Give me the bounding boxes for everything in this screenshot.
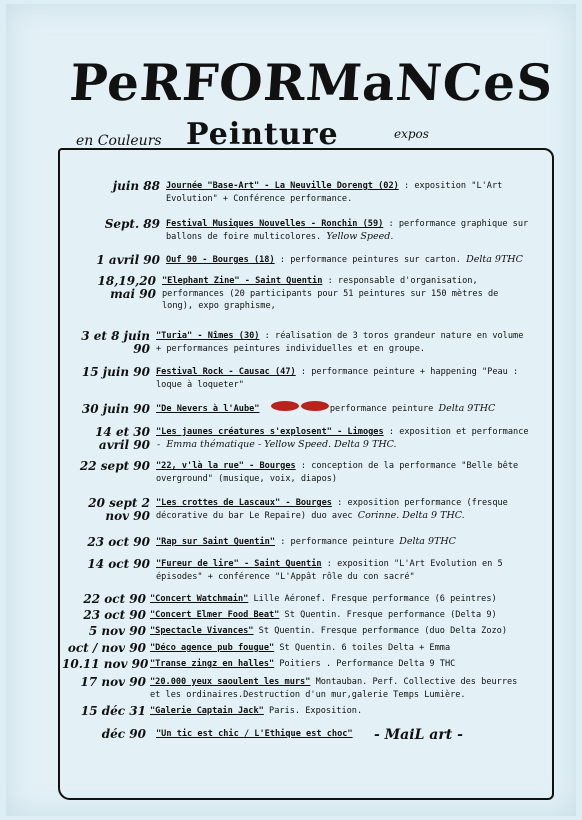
entry-text: : exposition "L'Art Evolution" + Conférence performance. xyxy=(166,181,503,204)
entry-date: 15 déc 31 xyxy=(80,704,146,718)
entry-title: "Transe zingz en halles" xyxy=(150,659,275,669)
entry-text: St Quentin. 6 toiles Delta + Emma xyxy=(279,643,451,653)
entry-title: Festival Musiques Nouvelles - Ronchin (59) xyxy=(166,219,384,229)
entry-text: Montauban. Perf. Collective des beurres et les ordinaires.Destruction d'un mur,galerie Temps Lumière. xyxy=(150,677,518,700)
entry-date: 17 nov 90 xyxy=(80,675,146,689)
entry-title: "Concert Elmer Food Beat" xyxy=(150,610,280,620)
entry-text: : responsable d'organisation, performances (20 participants pour 51 peintures sur 150 mètres de long), expo graphisme, xyxy=(162,276,499,311)
entry-date: 23 oct 90 xyxy=(87,535,150,549)
entry-date: 5 nov 90 xyxy=(88,624,146,638)
entry-text: : performance peinture + happening "Peau : loque à loqueter" xyxy=(156,367,519,390)
entry-title: "Fureur de lire" - Saint Quentin xyxy=(156,559,322,569)
entry-date: 3 et 8 juin 90 xyxy=(81,329,150,356)
entry-title: "Concert Watchmain" xyxy=(150,594,249,604)
entry-text: Lille Aéronef. Fresque performance (6 peintres) xyxy=(253,594,497,604)
entry-title: "Elephant Zine" - Saint Quentin xyxy=(162,276,323,286)
subtitle-en-couleurs: en Couleurs xyxy=(76,133,162,149)
entry-title: Journée "Base-Art" - La Neuville Dorengt (02) xyxy=(166,181,399,191)
entry-date: oct / nov 90 xyxy=(67,641,146,655)
entry-text: Poitiers . Performance Delta 9 THC xyxy=(279,659,456,669)
entry-date: 15 juin 90 xyxy=(81,365,150,379)
page-title: PeRFORMaNCeS xyxy=(67,53,556,112)
entry-text: : performance peintures sur carton. xyxy=(279,255,461,265)
entry-text: : réalisation de 3 toros grandeur nature en volume + performances peintures individuelles et en groupe. xyxy=(156,331,524,354)
entry-title: "Turia" - Nîmes (30) xyxy=(156,331,260,341)
entry-title: "Les crottes de Lascaux" - Bourges xyxy=(156,498,332,508)
entry-title: "Galerie Captain Jack" xyxy=(150,706,264,716)
entry-date: 30 juin 90 xyxy=(81,402,150,416)
entry-date: 18,19,20 mai 90 xyxy=(97,274,156,301)
entry-date: déc 90 xyxy=(101,727,146,741)
entry-text: St Quentin. Fresque performance (Delta 9) xyxy=(284,610,497,620)
mail-art-signature: - MaiL art - xyxy=(374,727,463,743)
subtitle-peinture: Peinture xyxy=(186,117,339,152)
entry-date: 14 oct 90 xyxy=(87,557,150,571)
entry-handwritten: Yellow Speed. xyxy=(326,230,394,242)
entry-date: 20 sept 2 nov 90 xyxy=(88,496,150,523)
entry-date: 22 sept 90 xyxy=(79,459,150,473)
entry-text: : performance graphique sur ballons de foire multicolores. xyxy=(166,219,529,242)
entry-title: "Rap sur Saint Quentin" xyxy=(156,537,275,547)
entry-date: 22 oct 90 xyxy=(83,592,146,606)
entry-title: "Les jaunes créatures s'explosent" - Limoges xyxy=(156,427,384,437)
entry-date: juin 88 xyxy=(112,179,160,193)
entry-text: : exposition performance (fresque décorative du bar Le Repaire) duo avec xyxy=(156,498,508,521)
subtitle-expos: expos xyxy=(394,127,429,141)
entry-text: : exposition "L'Art Evolution en 5 épisodes" + conférence "L'Appât rôle du con sacré" xyxy=(156,559,503,582)
entry-handwritten: Corinne. Delta 9 THC. xyxy=(357,509,465,521)
entry-handwritten: Emma thématique - Yellow Speed. Delta 9 THC. xyxy=(166,438,397,450)
entry-text: performance peinture xyxy=(329,404,434,414)
entry-date: 23 oct 90 xyxy=(83,608,146,622)
entry-text: Paris. Exposition. xyxy=(269,706,363,716)
entry-title: "Un tic est chic / L'Ethique est choc" xyxy=(156,729,353,739)
entry-title: "Déco agence pub fougue" xyxy=(150,643,275,653)
entry-title: "22, v'là la rue" - Bourges xyxy=(156,461,296,471)
entry-title: Festival Rock - Causac (47) xyxy=(156,367,296,377)
entry-handwritten: Delta 9THC xyxy=(399,536,456,547)
entry-text: : conception de la performance "Belle bête overground" (musique, voix, diapos) xyxy=(156,461,519,484)
entry-date: 10.11 nov 90 xyxy=(62,657,149,671)
entry-handwritten: Delta 9THC xyxy=(438,403,496,414)
entry-handwritten: Delta 9THC xyxy=(466,254,523,265)
entry-title: Ouf 90 - Bourges (18) xyxy=(166,255,275,265)
entry-title: "20.000 yeux saoulent les murs" xyxy=(150,677,311,687)
entry-title: "De Nevers à l'Aube" xyxy=(156,404,260,414)
entry-text: St Quentin. Fresque performance (duo Delta Zozo) xyxy=(258,626,508,636)
entry-date: 14 et 30 avril 90 xyxy=(95,425,150,452)
entry-text: : exposition et performance - xyxy=(156,427,529,450)
entry-date: Sept. 89 xyxy=(104,217,160,231)
entry-text: : performance peinture xyxy=(280,537,395,547)
entry-date: 1 avril 90 xyxy=(96,253,160,267)
entry-title: "Spectacle Vivances" xyxy=(150,626,254,636)
